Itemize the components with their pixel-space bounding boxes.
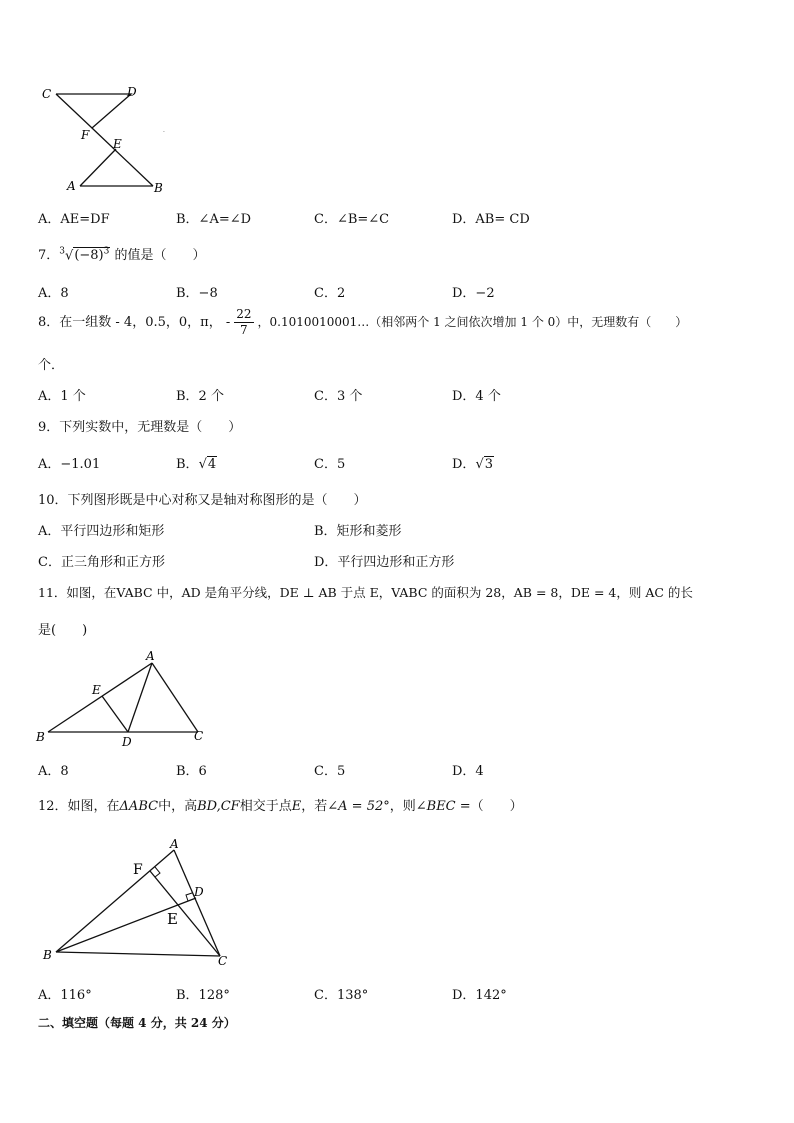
label-A: A — [170, 837, 179, 851]
q12-option-d: D．142° — [452, 988, 507, 1003]
q6-option-c: C．∠B=∠C — [314, 212, 390, 227]
q11-option-a: A．8 — [38, 764, 69, 779]
mark: · — [163, 129, 165, 136]
label-F: F — [81, 128, 90, 142]
q12-option-a: A．116° — [38, 988, 92, 1003]
q7-option-b: B．−8 — [176, 286, 218, 301]
label-C: C — [194, 729, 204, 743]
q8-option-c: C．3 个 — [314, 389, 363, 404]
q11-stem-line1: 11．如图，在VABC 中，AD 是角平分线，DE ⊥ AB 于点 E，VABC 的面积为 28，AB = 8，DE = 4，则 AC 的长 — [38, 585, 693, 600]
q7-stem — [38, 244, 206, 263]
label-F: F — [133, 862, 143, 878]
q10-option-a: A．平行四边形和矩形 — [38, 524, 165, 539]
q12-option-c: C．138° — [314, 988, 369, 1003]
q9-option-d: D．√3 — [452, 457, 494, 472]
q7-number: 7． — [38, 248, 60, 263]
section-2-title: 二、填空题（每题 4 分，共 24 分） — [38, 1016, 236, 1030]
q9-option-a: A．−1.01 — [38, 457, 101, 472]
q7-option-d: D．−2 — [452, 286, 495, 301]
q8-option-b: B．2 个 — [176, 389, 224, 404]
q11-stem-line2: 是( ) — [38, 623, 88, 638]
q9-option-c: C．5 — [314, 457, 346, 472]
label-E: E — [167, 910, 178, 928]
label-B: B — [43, 948, 52, 962]
q7-radical: $√(-8)^3$ — [65, 246, 110, 263]
q11-option-c: C．5 — [314, 764, 346, 779]
q7-option-c: C．2 — [314, 286, 346, 301]
q7-option-a: A．8 — [38, 286, 69, 301]
q8-stem — [38, 307, 687, 338]
label-A: A — [67, 179, 76, 193]
label-E: E — [92, 683, 101, 697]
q12-stem: 12．如图，在ΔABC中，高BD,CF相交于点E，若∠A = 52°，则∠BEC =（ ） — [38, 799, 523, 814]
q8-option-d: D．4 个 — [452, 389, 501, 404]
label-C: C — [218, 954, 228, 968]
label-D: D — [194, 885, 204, 899]
label-D: D — [122, 735, 132, 749]
label-B: B — [154, 181, 163, 195]
label-A: A — [146, 649, 155, 663]
q6-option-a: A．AE=DF — [38, 212, 110, 227]
q6-option-d: D．AB= CD — [452, 212, 530, 227]
q12-option-b: B．128° — [176, 988, 230, 1003]
q9-option-b: B．√4 — [176, 457, 217, 472]
q9-stem: 9．下列实数中，无理数是（ ） — [38, 420, 242, 435]
q8-fraction: $\frac{22}{7}$ — [236, 307, 252, 337]
q10-stem: 10．下列图形既是中心对称又是轴对称图形的是（ ） — [38, 493, 367, 508]
q8-option-a: A．1 个 — [38, 389, 86, 404]
q10-option-c: C．正三角形和正方形 — [38, 555, 165, 570]
q7-text: 的值是（ ） — [114, 248, 206, 263]
q8-text-1: 8．在一组数 - 4，0.5，0，π， - — [38, 315, 231, 330]
figure-q11 — [30, 645, 220, 750]
figure-q6 — [36, 82, 176, 197]
q10-option-b: B．矩形和菱形 — [314, 524, 402, 539]
label-B: B — [36, 730, 45, 744]
q8-text-2: ，0.1010010001…（相邻两个 1 之间依次增加 1 个 0）中，无理数有（ ） — [257, 315, 688, 329]
q11-option-d: D．4 — [452, 764, 484, 779]
q11-option-b: B．6 — [176, 764, 207, 779]
label-E: E — [113, 137, 122, 151]
q7-root-index: 3 — [59, 246, 66, 257]
q8-stem-line2: 个． — [38, 358, 65, 373]
figure-q12 — [36, 834, 246, 969]
label-D: D — [127, 85, 137, 99]
q10-option-d: D．平行四边形和正方形 — [314, 555, 455, 570]
label-C: C — [42, 87, 52, 101]
q6-option-b: B．∠A=∠D — [176, 212, 252, 227]
